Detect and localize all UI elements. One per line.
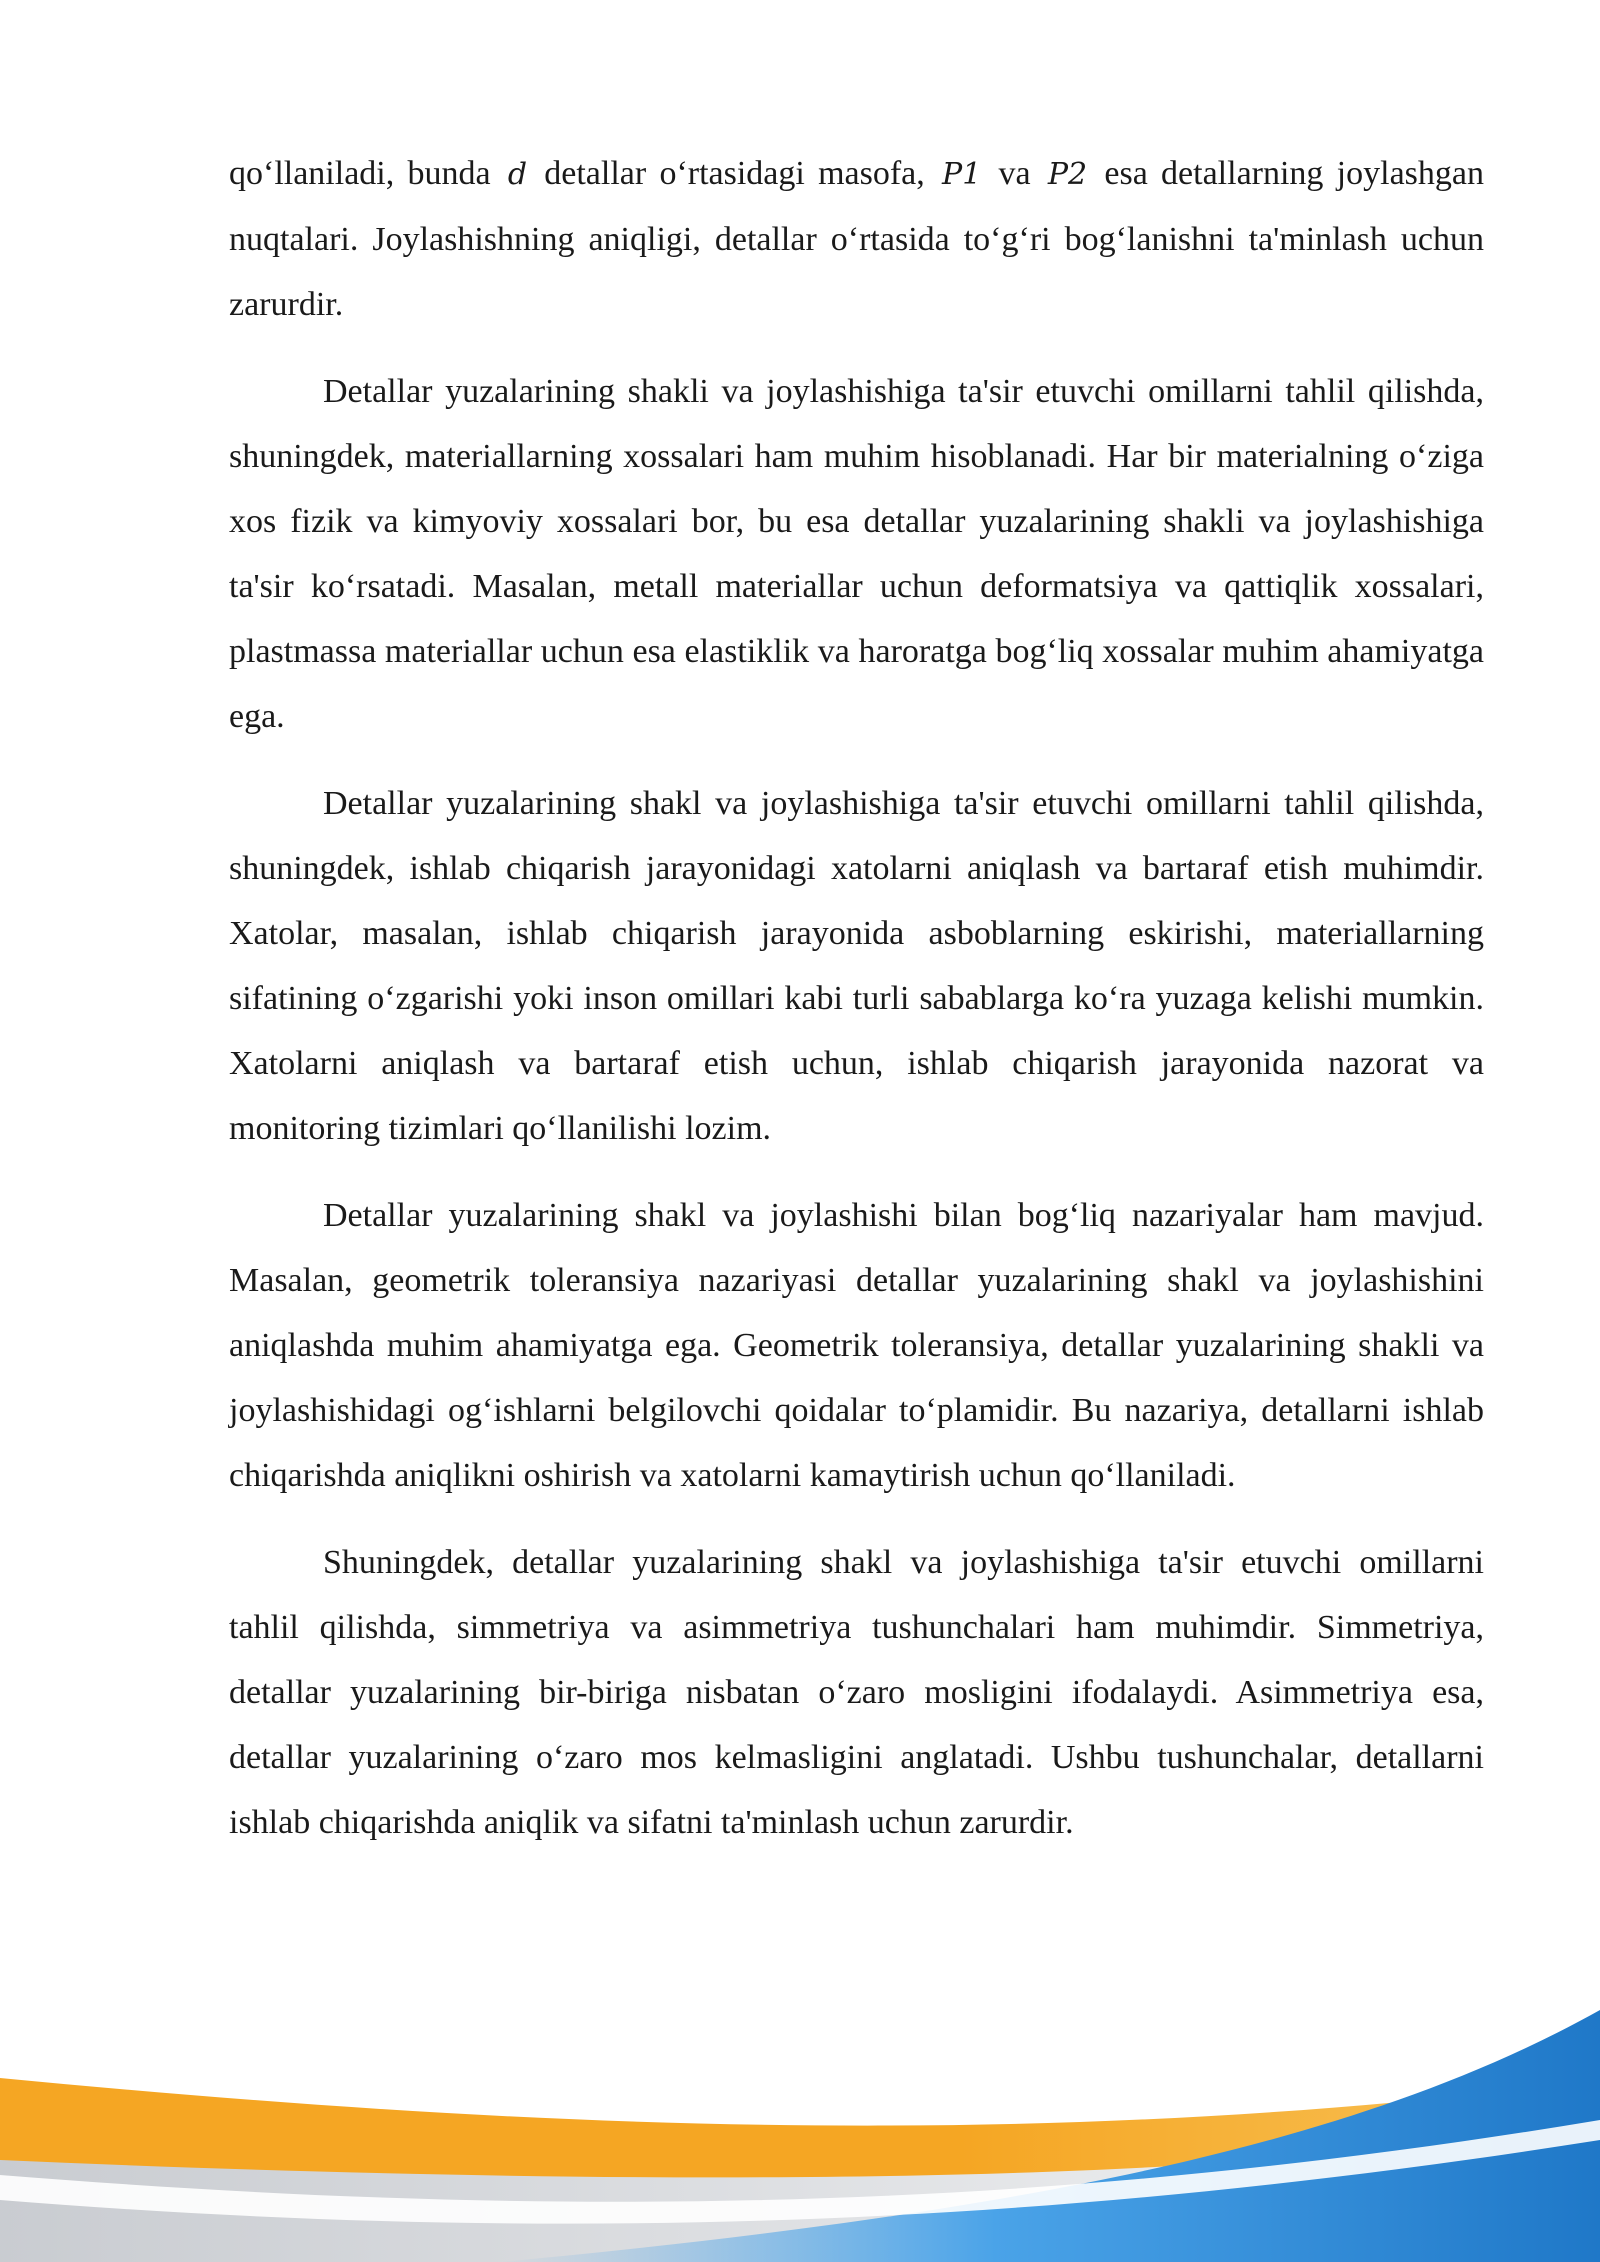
text-run: qo‘llaniladi, bunda bbox=[229, 155, 504, 192]
text-run: va bbox=[985, 155, 1044, 192]
math-variable-p2: P2 bbox=[1047, 157, 1088, 192]
page-body bbox=[229, 141, 1484, 1877]
math-variable-p1: P1 bbox=[942, 157, 982, 192]
footer-wave-decoration bbox=[0, 2000, 1600, 2262]
math-variable-d: d bbox=[507, 157, 528, 192]
text-run: esa detallarning joylashgan nuqtalari. Joylashishning aniqligi, detallar o‘rtasida to‘g‘ri bog‘lanishni ta'minlash uchun zarurdir. bbox=[229, 155, 1484, 323]
paragraph-4: Detallar yuzalarining shakl va joylashishi bilan bog‘liq nazariyalar ham mavjud. Masalan, geometrik toleransiya nazariyasi detallar yuzalarining shakl va joylashishini aniqlashda muhim ahamiyatga ega. Geometrik toleransiya, detallar yuzalarining shakli va joylashishidagi og‘ishlarni belgilovchi qoidalar to‘plamidir. Bu nazariya, detallarni ishlab chiqarishda aniqlikni oshirish va xatolarni kamaytirish uchun qo‘llaniladi. bbox=[229, 1197, 1484, 1494]
paragraph-1 bbox=[229, 141, 1484, 337]
text-run: detallar o‘rtasidagi masofa, bbox=[531, 155, 939, 192]
paragraph-5: Shuningdek, detallar yuzalarining shakl va joylashishiga ta'sir etuvchi omillarni tahlil qilishda, simmetriya va asimmetriya tushunchalari ham muhimdir. Simmetriya, detallar yuzalarining bir-biriga nisbatan o‘zaro mosligini ifodalaydi. Asimmetriya esa, detallar yuzalarining o‘zaro mos kelmasligini anglatadi. Ushbu tushunchalar, detallarni ishlab chiqarishda aniqlik va sifatni ta'minlash uchun zarurdir. bbox=[229, 1544, 1484, 1841]
paragraph-2: Detallar yuzalarining shakli va joylashishiga ta'sir etuvchi omillarni tahlil qilishda, shuningdek, materiallarning xossalari ham muhim hisoblanadi. Har bir materialning o‘ziga xos fizik va kimyoviy xossalari bor, bu esa detallar yuzalarining shakli va joylashishiga ta'sir ko‘rsatadi. Masalan, metall materiallar uchun deformatsiya va qattiqlik xossalari, plastmassa materiallar uchun esa elastiklik va haroratga bog‘liq xossalar muhim ahamiyatga ega. bbox=[229, 373, 1484, 735]
paragraph-3: Detallar yuzalarining shakl va joylashishiga ta'sir etuvchi omillarni tahlil qilishda, shuningdek, ishlab chiqarish jarayonidagi xatolarni aniqlash va bartaraf etish muhimdir. Xatolar, masalan, ishlab chiqarish jarayonida asboblarning eskirishi, materiallarning sifatining o‘zgarishi yoki inson omillari kabi turli sabablarga ko‘ra yuzaga kelishi mumkin. Xatolarni aniqlash va bartaraf etish uchun, ishlab chiqarish jarayonida nazorat va monitoring tizimlari qo‘llanilishi lozim. bbox=[229, 785, 1484, 1147]
